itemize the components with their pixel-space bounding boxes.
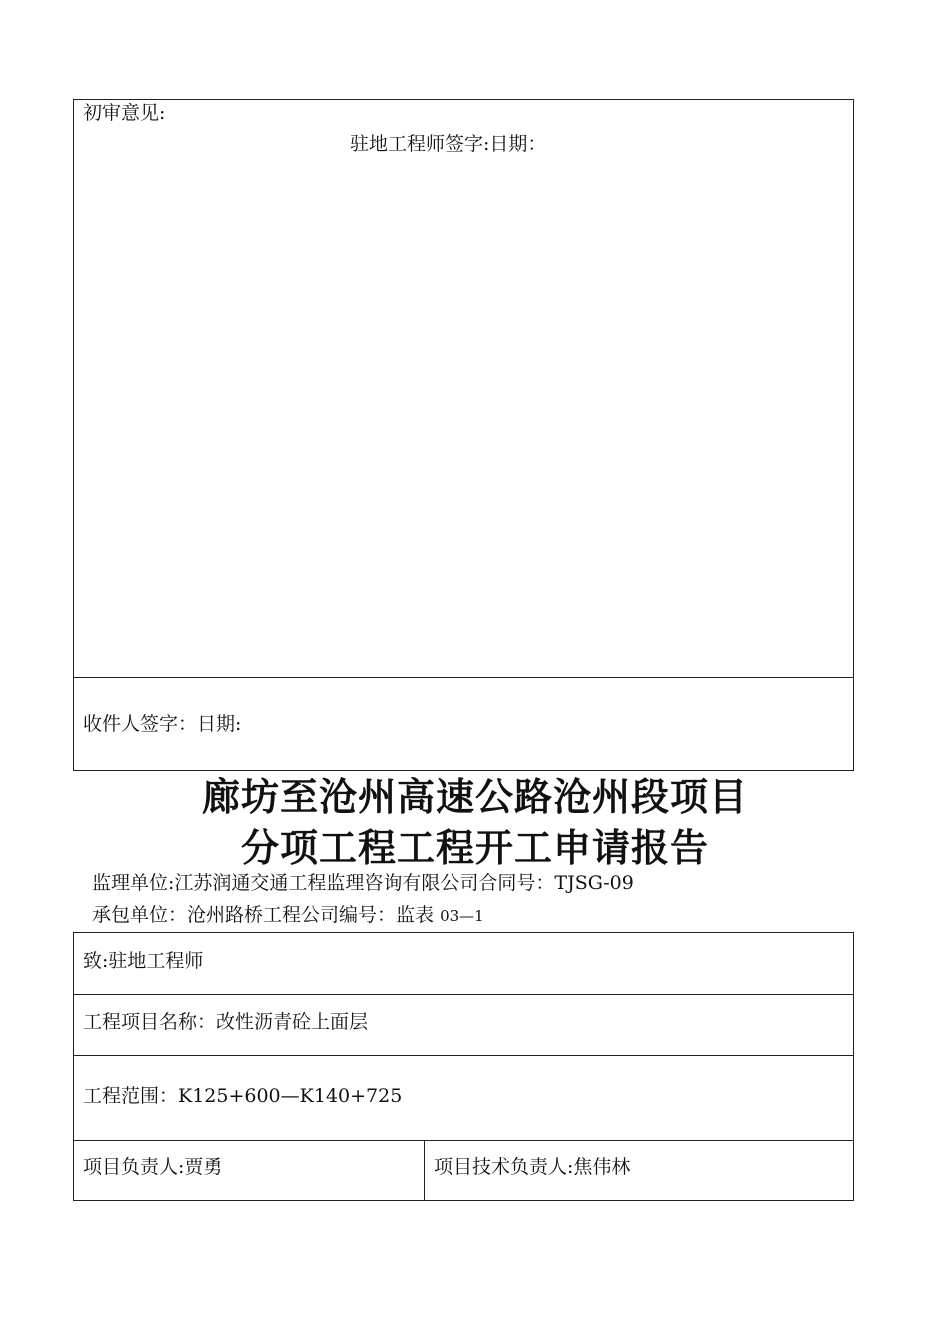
review-opinion-label: 初审意见: — [83, 102, 166, 124]
engineer-signature-label: 驻地工程师签字:日期： — [350, 133, 547, 155]
supervision-unit-line: 监理单位:江苏润通交通工程监理咨询有限公司合同号：TJSG-09 — [92, 872, 634, 894]
project-name-text: 工程项目名称：改性沥青砼上面层 — [83, 1011, 369, 1033]
addressee-text: 致:驻地工程师 — [83, 950, 204, 972]
document-title-line1: 廊坊至沧州高速公路沧州段项目 — [201, 775, 748, 819]
contractor-unit-line — [92, 906, 484, 925]
technical-leader-text: 项目技术负责人:焦伟林 — [434, 1156, 631, 1178]
project-leader-text: 项目负责人:贾勇 — [83, 1156, 223, 1178]
review-opinion-box — [73, 99, 854, 678]
recipient-signature-label: 收件人签字：日期: — [83, 713, 242, 735]
form-number: 03—1 — [440, 907, 484, 925]
project-scope-text: 工程范围：K125+600—K140+725 — [83, 1085, 403, 1107]
document-title-line2: 分项工程工程开工申请报告 — [240, 826, 709, 870]
contractor-unit-text: 承包单位：沧州路桥工程公司编号：监表 — [92, 904, 435, 926]
